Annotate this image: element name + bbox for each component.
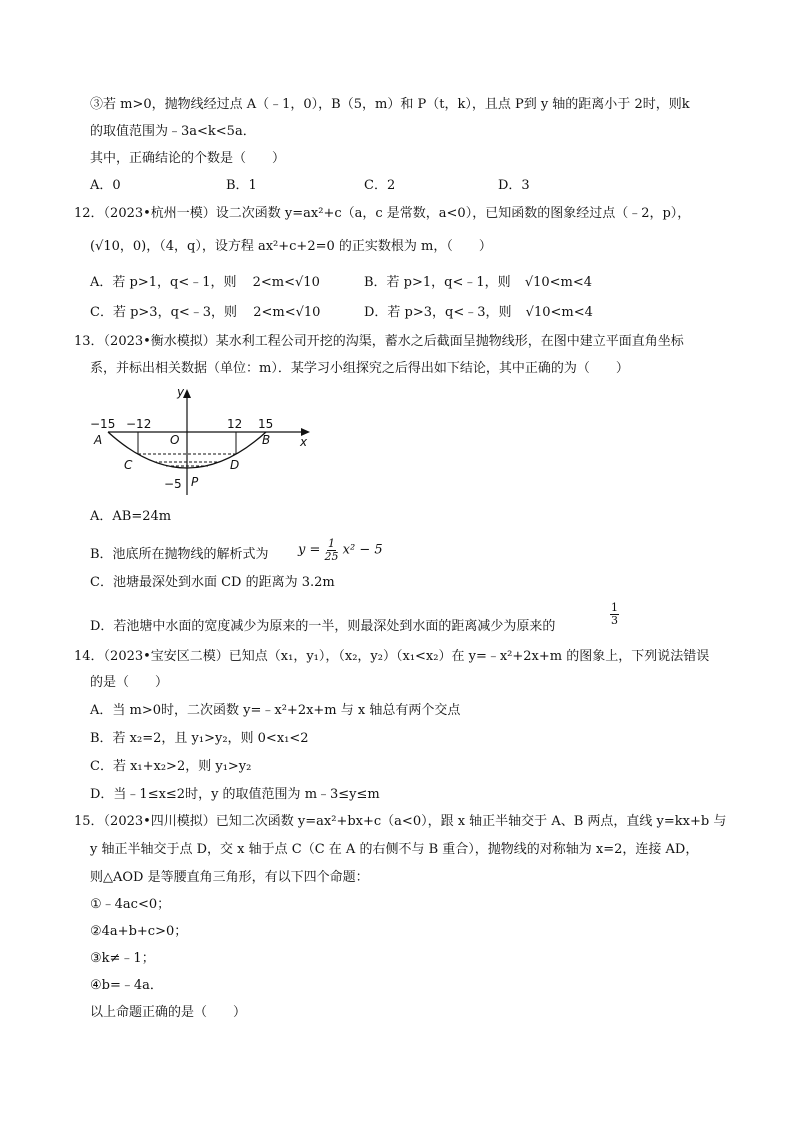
- label-15: 15: [258, 417, 274, 431]
- q12-option-d-text: D．若 p>3，q<﹣3，则: [364, 305, 512, 320]
- label-a: A: [94, 433, 103, 447]
- fraction-numerator: 1: [611, 601, 618, 614]
- formula-rest: x² − 5: [342, 542, 383, 558]
- q15-item-3: ③k≠﹣1；: [90, 951, 155, 966]
- q13-option-c: C．池塘最深处到水面 CD 的距离为 3.2m: [90, 575, 335, 590]
- label-neg12: −12: [126, 417, 152, 431]
- fraction-denominator: 3: [611, 613, 618, 627]
- q12-option-b: [364, 276, 592, 289]
- label-12: 12: [227, 417, 243, 431]
- q12-option-b-text: B．若 p>1，q<﹣1，则: [364, 275, 511, 290]
- label-p: P: [191, 475, 199, 489]
- fraction-numerator: 1: [328, 537, 336, 550]
- q11-option-b: B．1: [226, 178, 257, 193]
- q12-stem-line2: (√10，0)，（4，q），设方程 ax²+c+2=0 的正实数根为 m，（ ）: [90, 239, 492, 254]
- label-x: x: [300, 435, 308, 449]
- q15-item-4: ④b=﹣4a．: [90, 978, 163, 993]
- q15-prompt: 以上命题正确的是（ ）: [90, 1005, 247, 1020]
- q15-stem-line1: 15．（2023•四川模拟）已知二次函数 y=ax²+bx+c（a<0），跟 x 轴正半轴交于 A、B 两点，直线 y=kx+b 与: [74, 814, 727, 829]
- q12-option-a: [90, 276, 320, 289]
- q12-option-b-formula: √10<m<4: [524, 275, 593, 290]
- q11-item3-line2: 的取值范围为﹣3a<k<5a．: [90, 124, 256, 139]
- q14-option-c: C．若 x₁+x₂>2，则 y₁>y₂: [90, 759, 252, 774]
- q11-option-d: D．3: [498, 178, 530, 193]
- q13-option-d: D．若池塘中水面的宽度减少为原来的一半，则最深处到水面的距离减少为原来的: [90, 619, 556, 634]
- label-neg5: −5: [164, 477, 182, 491]
- q12-option-d: [364, 306, 593, 319]
- q14-stem-line1: 14．（2023•宝安区二模）已知点（x₁，y₁），（x₂，y₂）（x₁<x₂）在 y=﹣x²+2x+m 的图象上，下列说法错误: [74, 649, 710, 664]
- label-y: y: [177, 385, 185, 399]
- label-neg15: −15: [90, 417, 116, 431]
- q12-option-c: [90, 306, 320, 319]
- q13-stem-line2: 系，并标出相关数据（单位：m）．某学习小组探究之后得出如下结论，其中正确的为（ ）: [90, 361, 629, 376]
- q11-prompt: 其中，正确结论的个数是（ ）: [90, 151, 286, 166]
- q11-option-c: C．2: [364, 178, 396, 193]
- q12-option-a-formula: 2<m<√10: [252, 275, 320, 290]
- label-c: C: [124, 458, 133, 472]
- label-o: O: [170, 433, 180, 447]
- q12-option-a-text: A．若 p>1，q<﹣1，则: [90, 275, 237, 290]
- q13-option-b-formula: [298, 538, 383, 562]
- q12-option-c-formula: 2<m<√10: [253, 305, 321, 320]
- q12-stem-line1: 12．（2023•杭州一模）设二次函数 y=ax²+c（a，c 是常数，a<0），已知函数的图象经过点（﹣2，p），: [74, 206, 691, 221]
- q14-stem-line2: 的是（ ）: [90, 675, 169, 690]
- fraction-denominator: 25: [324, 549, 339, 563]
- q15-stem-line2: y 轴正半轴交于点 D，交 x 轴于点 C（C 在 A 的右侧不与 B 重合），抛物线的对称轴为 x=2，连接 AD，: [90, 842, 699, 857]
- q14-option-d: D．当﹣1≤x≤2时，y 的取值范围为 m﹣3≤y≤m: [90, 787, 380, 802]
- q13-option-d-fraction: [610, 602, 619, 626]
- q12-option-c-text: C．若 p>3，q<﹣3，则: [90, 305, 238, 320]
- y-axis-arrow: [183, 389, 191, 398]
- q12-option-d-formula: √10<m<4: [525, 305, 593, 320]
- q13-stem-line1: 13．（2023•衡水模拟）某水利工程公司开挖的沟渠，蓄水之后截面呈抛物线形，在图中建立平面直角坐标: [74, 334, 684, 349]
- label-b: B: [262, 433, 271, 447]
- q11-item3-line1: ③若 m>0，抛物线经过点 A（﹣1，0），B（5，m）和 P（t，k），且点 P到 y 轴的距离小于 2时，则k: [90, 97, 690, 112]
- q13-option-a: A．AB=24m: [90, 509, 172, 524]
- formula-lhs: y =: [298, 542, 321, 558]
- q15-item-2: ②4a+b+c>0；: [90, 924, 188, 939]
- q14-option-a: A．当 m>0时，二次函数 y=﹣x²+2x+m 与 x 轴总有两个交点: [90, 703, 461, 718]
- q15-stem-line3: 则△AOD 是等腰直角三角形，有以下四个命题：: [90, 870, 369, 885]
- label-d: D: [230, 458, 240, 472]
- q11-option-a: A．0: [90, 178, 121, 193]
- formula-fraction: [325, 538, 339, 562]
- q15-item-1: ①﹣4ac<0；: [90, 897, 171, 912]
- q13-parabola-figure: [80, 385, 320, 497]
- q13-option-b: B．池底所在抛物线的解析式为: [90, 547, 269, 562]
- q14-option-b: B．若 x₂=2，且 y₁>y₂，则 0<x₁<2: [90, 731, 309, 746]
